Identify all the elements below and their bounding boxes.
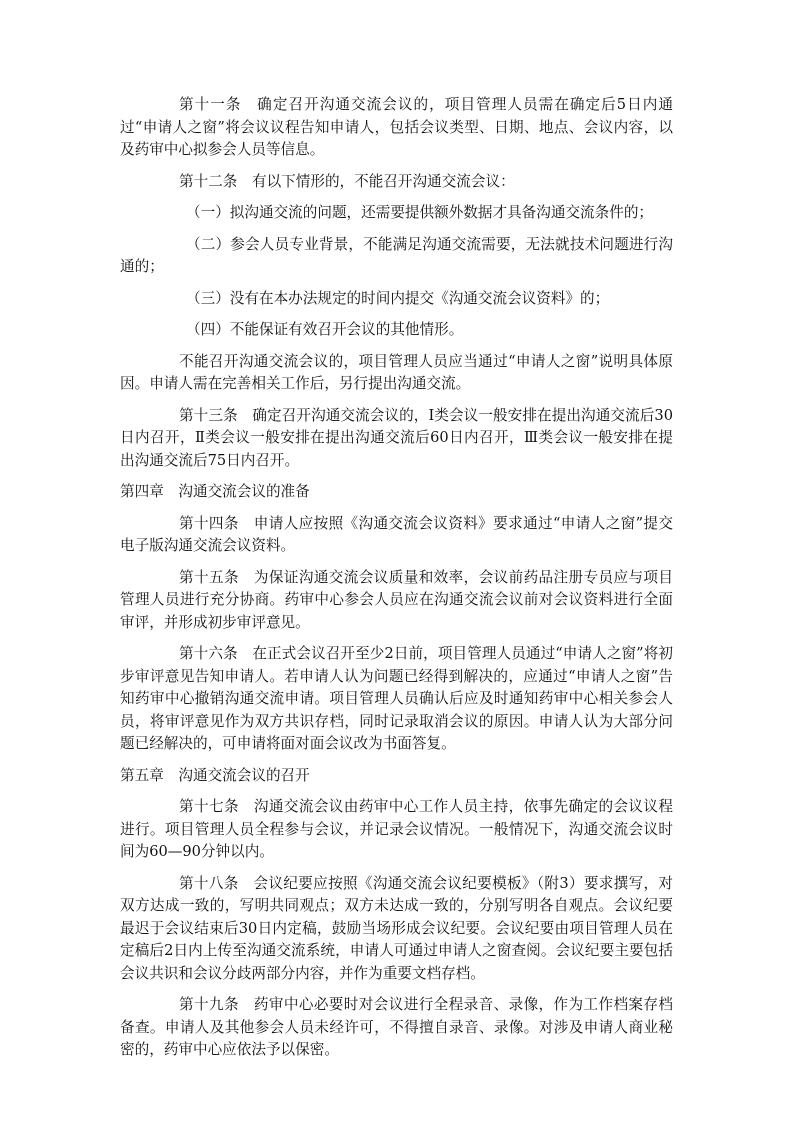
article-11: 第十一条 确定召开沟通交流会议的，项目管理人员需在确定后5日内通过“申请人之窗”将会议议程告知申请人，包括会议类型、日期、地点、会议内容，以及药审中心拟参会人员等信息。 bbox=[120, 96, 673, 158]
article-15: 第十五条 为保证沟通交流会议质量和效率，会议前药品注册专员应与项目管理人员进行充分协商。药审中心参会人员应在沟通交流会议前对会议资料进行全面审评，并形成初步审评意见。 bbox=[120, 568, 673, 631]
article-12-item-1: （一）拟沟通交流的问题，还需要提供额外数据才具备沟通交流条件的； bbox=[186, 204, 654, 221]
article-17: 第十七条 沟通交流会议由药审中心工作人员主持，依事先确定的会议议程进行。项目管理人员全程参与会议，并记录会议情况。一般情况下，沟通交流会议时间为60—90分钟以内。 bbox=[120, 798, 673, 860]
article-12: 第十二条 有以下情形的，不能召开沟通交流会议： bbox=[179, 172, 515, 190]
article-19: 第十九条 药审中心必要时对会议进行全程录音、录像，作为工作档案存档备查。申请人及其他参会人员未经许可，不得擅自录音、录像。对涉及申请人商业秘密的，药审中心应依法予以保密。 bbox=[120, 996, 673, 1058]
article-12-note: 不能召开沟通交流会议的，项目管理人员应当通过“申请人之窗”说明具体原因。申请人需在完善相关工作后，另行提出沟通交流。 bbox=[120, 352, 673, 392]
article-14: 第十四条 申请人应按照《沟通交流会议资料》要求通过“申请人之窗”提交电子版沟通交流会议资料。 bbox=[120, 514, 673, 554]
article-12-item-3: （三）没有在本办法规定的时间内提交《沟通交流会议资料》的； bbox=[186, 289, 610, 307]
chapter-4-heading: 第四章 沟通交流会议的准备 bbox=[120, 483, 310, 500]
article-13: 第十三条 确定召开沟通交流会议的，Ⅰ类会议一般安排在提出沟通交流后30日内召开，Ⅱ类会议一般安排在提出沟通交流后60日内召开，Ⅲ类会议一般安排在提出沟通交流后75日内召开。 bbox=[120, 406, 673, 469]
article-18: 第十八条 会议纪要应按照《沟通交流会议纪要模板》（附3）要求撰写，对双方达成一致的，写明共同观点；双方未达成一致的，分别写明各自观点。会议纪要最迟于会议结束后30日内定稿，鼓励当场形成会议纪要。会议纪要由项目管理人员在定稿后2日内上传至沟通交流系统，申请人可通过申请人之窗查阅。会议纪要主要包括会议共识和会议分歧两部分内容，并作为重要文档存档。 bbox=[120, 874, 673, 982]
article-12-item-2: （二）参会人员专业背景，不能满足沟通交流需要，无法就技术问题进行沟通的； bbox=[120, 235, 673, 275]
chapter-5-heading: 第五章 沟通交流会议的召开 bbox=[120, 766, 310, 784]
article-12-item-4: （四）不能保证有效召开会议的其他情形。 bbox=[186, 321, 464, 338]
article-16: 第十六条 在正式会议召开至少2日前，项目管理人员通过“申请人之窗”将初步审评意见告知申请人。若申请人认为问题已经得到解决的，应通过“申请人之窗”告知药审中心撤销沟通交流申请。项目管理人员确认后应及时通知药审中心相关参会人员，将审评意见作为双方共识存档，同时记录取消会议的原因。申请人认为大部分问题已经解决的，可申请将面对面会议改为书面答复。 bbox=[120, 645, 673, 752]
